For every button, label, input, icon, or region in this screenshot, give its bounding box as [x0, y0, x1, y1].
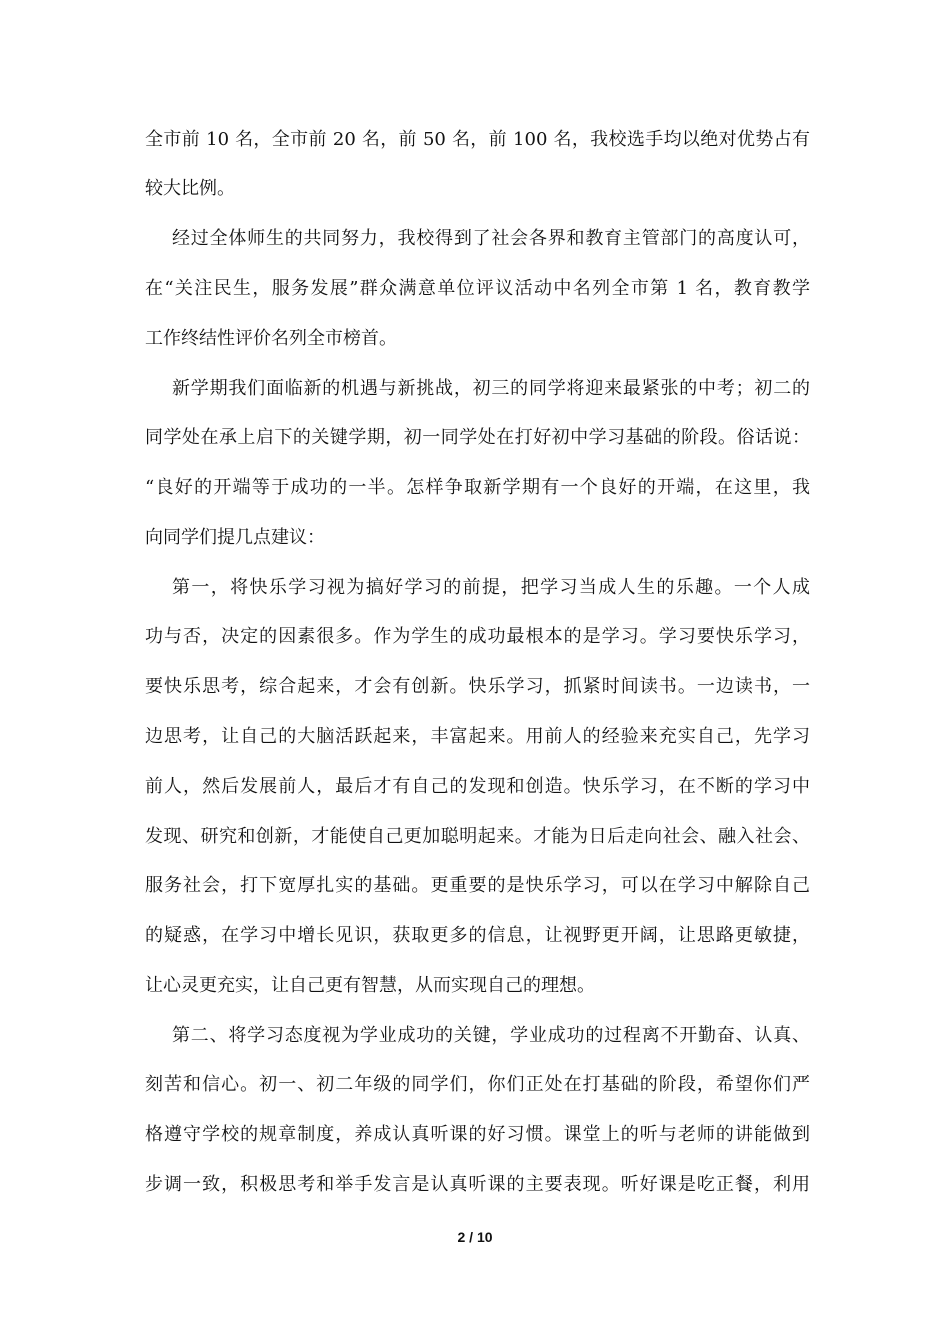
- text-line: 向同学们提几点建议：: [145, 527, 325, 548]
- text-line: 新学期我们面临新的机遇与新挑战，初三的同学将迎来最紧张的中考；初二的: [172, 378, 810, 399]
- text-line: “良好的开端等于成功的一半。怎样争取新学期有一个良好的开端，在这里，我: [145, 477, 810, 498]
- text-line: 经过全体师生的共同努力，我校得到了社会各界和教育主管部门的高度认可，: [172, 228, 810, 249]
- text-line: 前人，然后发展前人，最后才有自己的发现和创造。快乐学习，在不断的学习中: [145, 776, 810, 797]
- text-line: 格遵守学校的规章制度，养成认真听课的好习惯。课堂上的听与老师的讲能做到: [145, 1124, 810, 1145]
- text-line: 要快乐思考，综合起来，才会有创新。快乐学习，抓紧时间读书。一边读书，一: [145, 676, 810, 697]
- text-line: 工作终结性评价名列全市榜首。: [145, 328, 397, 349]
- text-line: 边思考，让自己的大脑活跃起来，丰富起来。用前人的经验来充实自己，先学习: [145, 726, 810, 747]
- page-number: 2 / 10: [457, 1229, 493, 1245]
- text-line: 第二、将学习态度视为学业成功的关键，学业成功的过程离不开勤奋、认真、: [172, 1025, 810, 1046]
- text-line: 服务社会，打下宽厚扎实的基础。更重要的是快乐学习，可以在学习中解除自己: [145, 875, 810, 896]
- text-line: 较大比例。: [145, 178, 235, 199]
- text-line: 刻苦和信心。初一、初二年级的同学们，你们正处在打基础的阶段，希望你们严: [145, 1074, 810, 1095]
- text-line: 功与否，决定的因素很多。作为学生的成功最根本的是学习。学习要快乐学习，: [145, 626, 810, 647]
- text-line: 让心灵更充实，让自己更有智慧，从而实现自己的理想。: [145, 975, 595, 996]
- text-line: 步调一致，积极思考和举手发言是认真听课的主要表现。听好课是吃正餐，利用: [145, 1174, 810, 1195]
- text-line: 同学处在承上启下的关键学期，初一同学处在打好初中学习基础的阶段。俗话说：: [145, 427, 810, 448]
- text-line: 在“关注民生，服务发展”群众满意单位评议活动中名列全市第 1 名，教育教学: [145, 278, 810, 299]
- text-line: 的疑惑，在学习中增长见识，获取更多的信息，让视野更开阔，让思路更敏捷，: [145, 925, 810, 946]
- text-line: 发现、研究和创新，才能使自己更加聪明起来。才能为日后走向社会、融入社会、: [145, 826, 810, 847]
- text-line: 第一，将快乐学习视为搞好学习的前提，把学习当成人生的乐趣。一个人成: [172, 577, 810, 598]
- text-line: 全市前 10 名，全市前 20 名，前 50 名，前 100 名，我校选手均以绝对优势占有: [145, 129, 810, 150]
